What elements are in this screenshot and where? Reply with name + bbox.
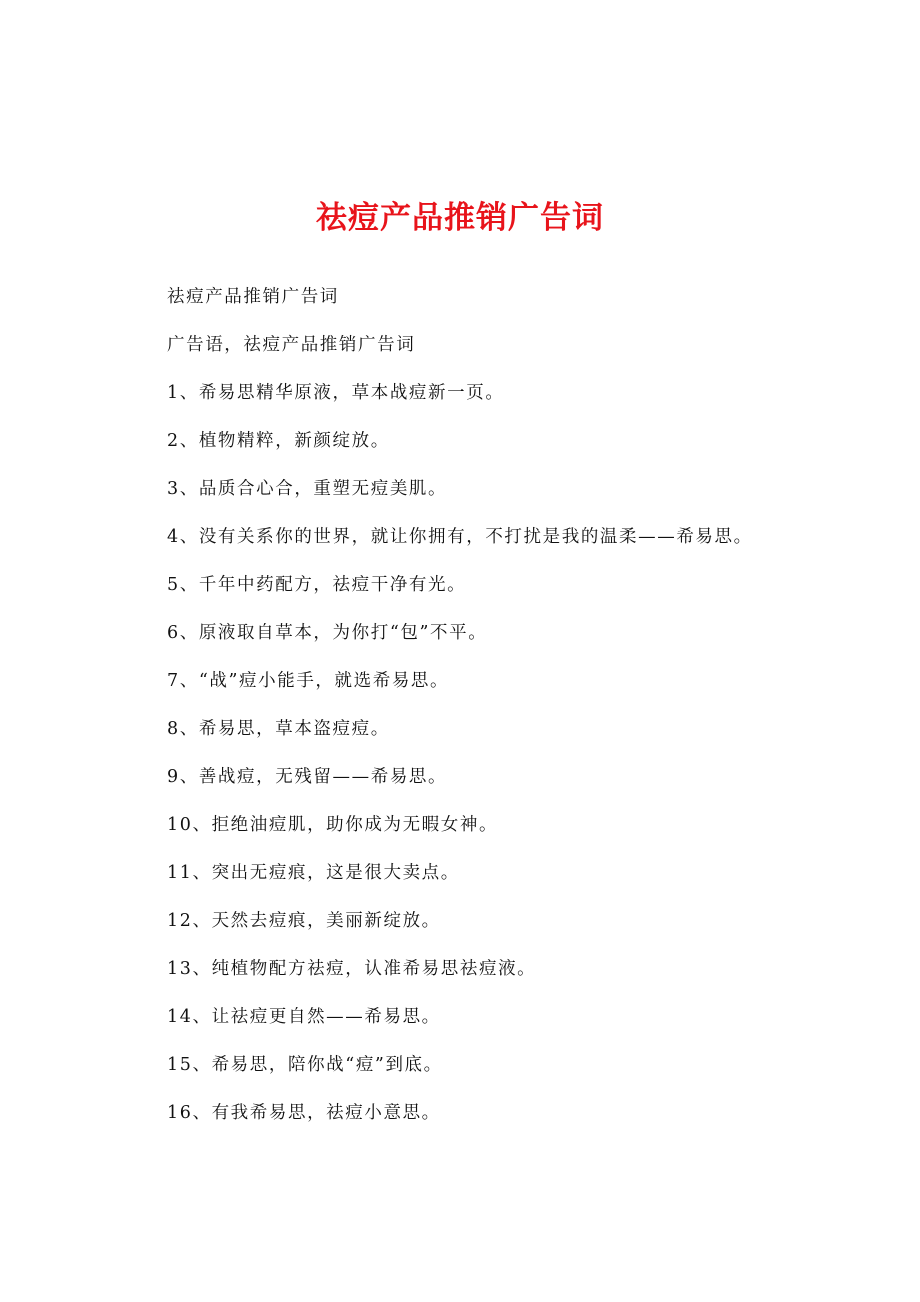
slogan-item: 6、原液取自草本，为你打“包”不平。 [167,623,488,643]
slogan-item: 8、希易思，草本盗痘痘。 [167,719,390,739]
document-body [167,282,907,1146]
slogan-item: 16、有我希易思，祛痘小意思。 [167,1103,441,1123]
slogan-item: 3、品质合心合，重塑无痘美肌。 [167,479,448,499]
slogan-item: 12、天然去痘痕，美丽新绽放。 [167,911,441,931]
slogan-item: 14、让祛痘更自然——希易思。 [167,1007,441,1027]
slogan-item: 2、植物精粹，新颜绽放。 [167,431,390,451]
slogan-item: 9、善战痘，无残留——希易思。 [167,767,448,787]
slogan-item: 5、千年中药配方，祛痘干净有光。 [167,575,467,595]
document-title: 祛痘产品推销广告词 [316,200,604,236]
paragraph-intro: 广告语，祛痘产品推销广告词 [167,335,416,355]
slogan-item: 7、“战”痘小能手，就选希易思。 [167,671,450,691]
slogan-item: 15、希易思，陪你战“痘”到底。 [167,1055,443,1075]
slogan-item: 1、希易思精华原液，草本战痘新一页。 [167,383,505,403]
slogan-item: 11、突出无痘痕，这是很大卖点。 [167,863,460,883]
slogan-item: 4、没有关系你的世界，就让你拥有，不打扰是我的温柔——希易思。 [167,527,753,547]
paragraph-subtitle: 祛痘产品推销广告词 [167,287,339,307]
slogan-item: 13、纯植物配方祛痘，认准希易思祛痘液。 [167,959,537,979]
slogan-item: 10、拒绝油痘肌，助你成为无暇女神。 [167,815,499,835]
